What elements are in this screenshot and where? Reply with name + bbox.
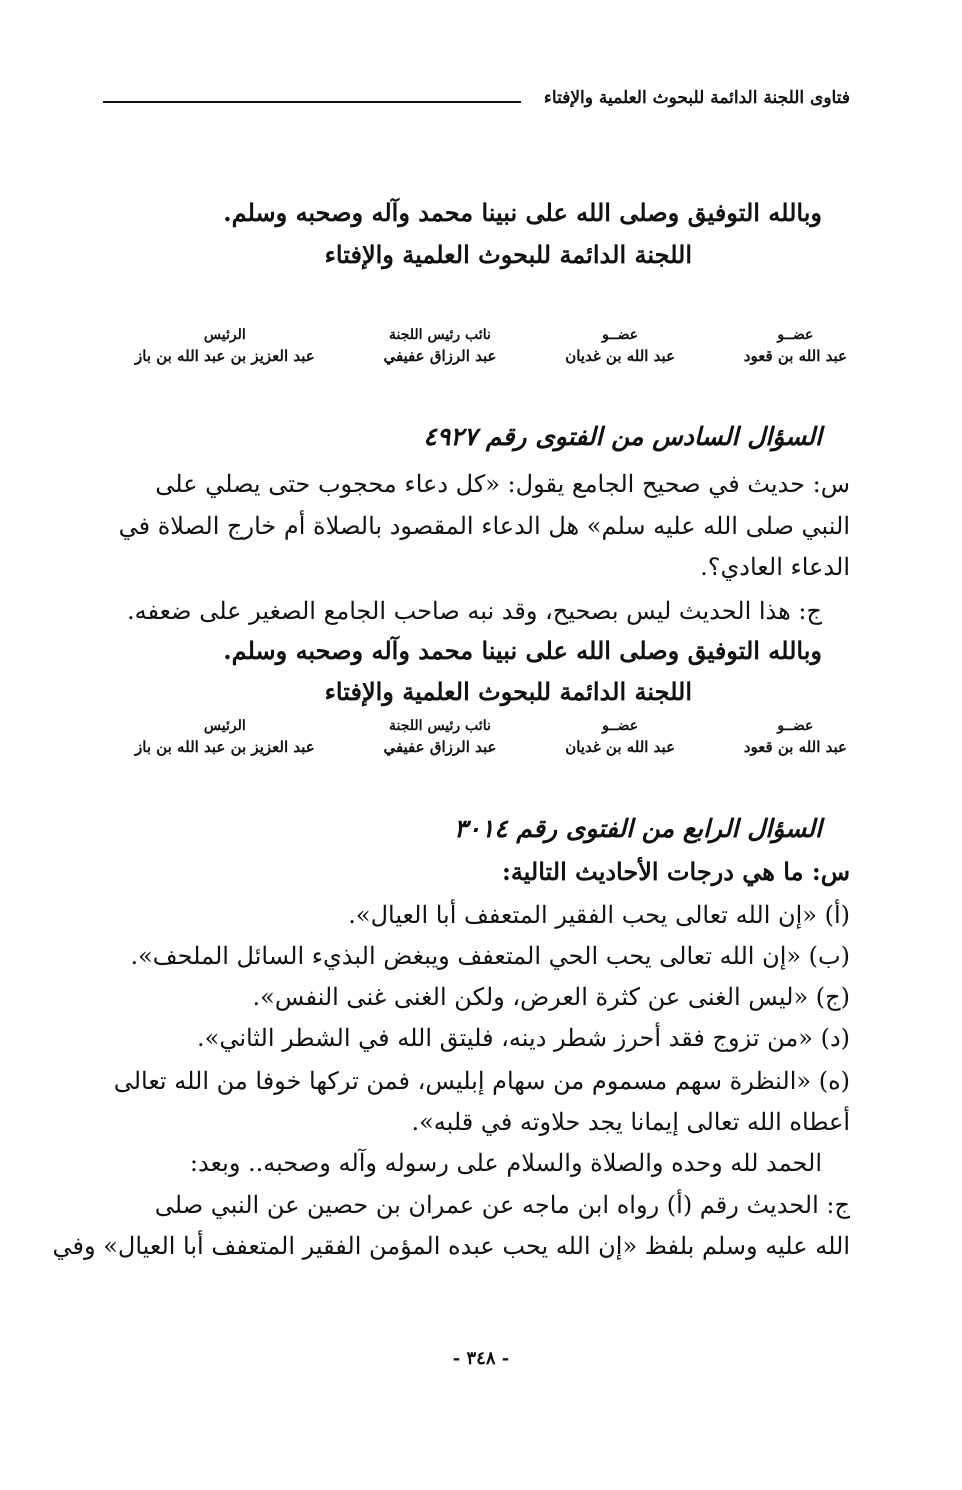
hadith-item: (ه) «النظرة سهم مسموم من سهام إبليس، فمن تركها خوفا من الله تعالى <box>113 1067 850 1095</box>
question-heading: السؤال الرابع من الفتوى رقم ٣٠١٤ <box>453 814 822 843</box>
answer-text: ج: هذا الحديث ليس بصحيح، وقد نبه صاحب الجامع الصغير على ضعفه. <box>126 597 822 625</box>
signatory: نائب رئيس اللجنة عبد الرزاق عفيفي <box>383 327 497 365</box>
answer-text-line: الله عليه وسلم بلفظ «إن الله يحب عبده المؤمن الفقير المتعفف أبا العيال» وفي <box>52 1232 850 1260</box>
hadith-item: (ب) «إن الله تعالى يحب الحي المتعفف ويبغض البذيء السائل الملحف». <box>130 942 850 970</box>
page-number: - ٣٤٨ - <box>452 1348 510 1369</box>
hadith-item: (ج) «ليس الغنى عن كثرة العرض، ولكن الغنى غنى النفس». <box>252 983 850 1011</box>
signature-row <box>135 325 847 367</box>
signatory: الرئيس عبد العزيز بن عبد الله بن باز <box>135 327 315 365</box>
signatory: الرئيس عبد العزيز بن عبد الله بن باز <box>135 718 315 756</box>
hadith-item: (أ) «إن الله تعالى يحب الفقير المتعفف أبا العيال». <box>348 901 850 929</box>
header-rule <box>103 101 521 103</box>
question-text-line: الدعاء العادي؟. <box>700 553 850 581</box>
signature-row <box>135 716 847 758</box>
question-text-line: النبي صلى الله عليه سلم» هل الدعاء المقصود بالصلاة أم خارج الصلاة في <box>118 512 850 540</box>
question-text-line: س: حديث في صحيح الجامع يقول: «كل دعاء محجوب حتى يصلي على <box>155 470 850 498</box>
running-header: فتاوى اللجنة الدائمة للبحوث العلمية والإفتاء <box>543 88 850 108</box>
closing-line: وبالله التوفيق وصلى الله على نبينا محمد وآله وصحبه وسلم. <box>223 198 822 227</box>
hadith-item: أعطاه الله تعالى إيمانا يجد حلاوته في قلبه». <box>411 1108 850 1136</box>
closing-line: وبالله التوفيق وصلى الله على نبينا محمد وآله وصحبه وسلم. <box>223 636 822 665</box>
signatory: عضــو عبد الله بن قعود <box>743 718 847 756</box>
answer-text-line: ج: الحديث رقم (أ) رواه ابن ماجه عن عمران بن حصين عن النبي صلى <box>154 1191 850 1219</box>
committee-name: اللجنة الدائمة للبحوث العلمية والإفتاء <box>324 677 692 706</box>
hadith-item: (د) «من تزوج فقد أحرز شطر دينه، فليتق الله في الشطر الثاني». <box>197 1024 850 1052</box>
signatory: عضــو عبد الله بن غديان <box>565 718 676 756</box>
signatory: عضــو عبد الله بن قعود <box>743 327 847 365</box>
committee-name: اللجنة الدائمة للبحوث العلمية والإفتاء <box>324 240 692 269</box>
praise-line: الحمد لله وحده والصلاة والسلام على رسوله وآله وصحبه.. وبعد: <box>189 1149 822 1177</box>
question-intro: س: ما هي درجات الأحاديث التالية: <box>501 857 850 886</box>
signatory: نائب رئيس اللجنة عبد الرزاق عفيفي <box>383 718 497 756</box>
question-heading: السؤال السادس من الفتوى رقم ٤٩٢٧ <box>423 422 822 451</box>
signatory: عضــو عبد الله بن غديان <box>565 327 676 365</box>
